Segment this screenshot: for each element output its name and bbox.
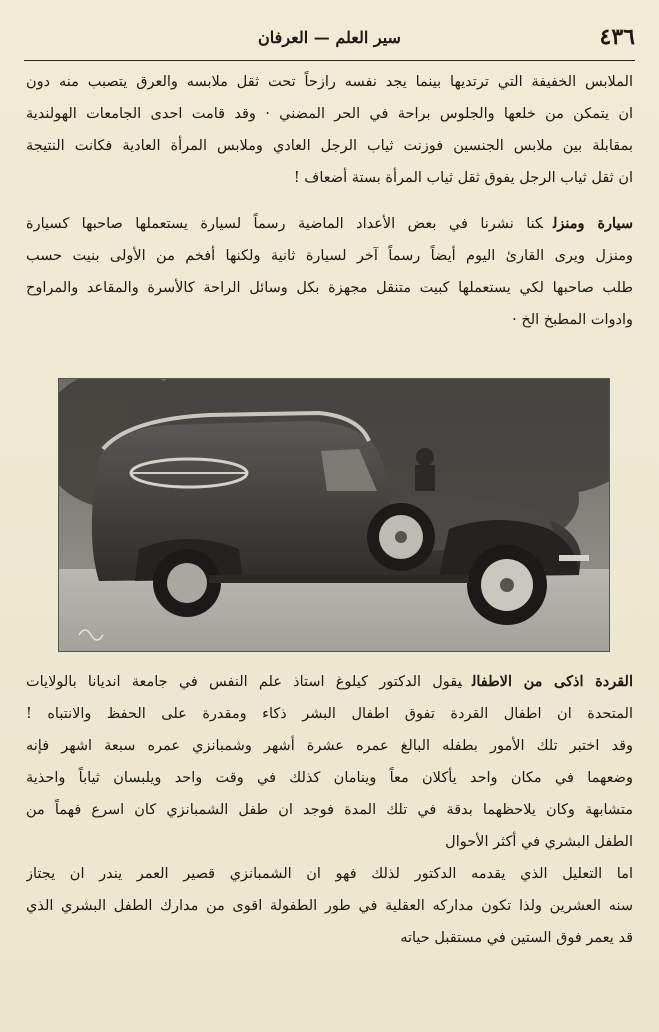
- text-line-body: كنا نشرنا في بعض الأعداد الماضية رسماً لسيارة يستعملها صاحبها كسيارة: [26, 216, 543, 232]
- page-header: [24, 24, 635, 58]
- text-line: وضعهما في مكان واحد يأكلان معاً وينامان كذلك في وقت واحد ويلبسان ثياباً واحذية: [26, 770, 633, 786]
- text-line: [26, 208, 633, 240]
- text-line: الطفل البشري في أكثر الأحوال: [445, 834, 633, 850]
- text-line: اما التعليل الذي يقدمه الدكتور لذلك فهو ان الشمبانزي قصير العمر يندر ان يجتاز: [26, 866, 633, 882]
- page-number: ٤٣٦: [599, 24, 635, 50]
- text-line: وقد اختبر تلك الأمور بطفله البالغ عمره عشرة أشهر وشمبانزي عمره سبعة اشهر فإنه: [26, 738, 633, 754]
- section-heading: سيارة ومنزل: [553, 215, 633, 232]
- text-line: ان يتمكن من خلعها والجلوس براحة في الحر المضني · وقد قامت احدى الجامعات الهولندية: [26, 106, 633, 122]
- text-line: ان ثقل ثياب الرجل يفوق ثقل ثياب المرأة بستة أضعاف !: [293, 170, 633, 186]
- car-photo-illustration: [59, 379, 609, 651]
- text-line-body: يقول الدكتور كيلوغ استاذ علم النفس في جامعة انديانا بالولايات: [26, 674, 462, 690]
- header-divider: [24, 60, 635, 61]
- section-heading: القردة اذكى من الاطفال: [471, 673, 633, 690]
- text-line: متشابهة وكان يلاحظهما بدقة في تلك المدة فوجد ان طفل الشمبانزي كان اسرع فهماً من: [26, 802, 633, 818]
- text-line: بمقابلة بين ملابس الجنسين فوزنت ثياب الرجل العادي وملابس المرأة العادية فكانت النتيجة: [26, 138, 633, 154]
- text-line: قد يعمر فوق الستين في مستقبل حياته: [400, 930, 633, 946]
- text-line: الملابس الخفيفة التي ترتديها بينما يجد نفسه رازحاً تحت ثقل ملابسه والعرق يتصبب منه دون: [26, 74, 633, 90]
- text-line: ومنزل ويرى القارئ اليوم أيضاً رسماً آخر لسيارة ثانية ولكنها أفخم من الأولى بنيت حسب: [26, 248, 633, 264]
- text-line: سنه العشرين ولذا تكون مداركه العقلية في طور الطفولة اقوى من مدارك الطفل البشري الذي: [26, 898, 633, 914]
- running-title: سير العلم — العرفان: [258, 28, 401, 47]
- text-line: طلب صاحبها لكي يستعملها كبيت متنقل مجهزة بكل وسائل الراحة كالأسرة والمقاعد والمراوح: [26, 280, 633, 296]
- car-house-photo: [58, 378, 610, 652]
- paragraph-clothing: [26, 66, 633, 194]
- text-line: وادوات المطبخ الخ ·: [512, 312, 633, 328]
- paragraph-car-house: [26, 208, 633, 336]
- text-line: المتحدة ان اطفال القردة تفوق اطفال البشر ذكاء ومقدرة على الحفظ والانتباه !: [26, 706, 633, 722]
- paragraph-monkeys: [26, 666, 633, 954]
- text-line: [26, 666, 633, 698]
